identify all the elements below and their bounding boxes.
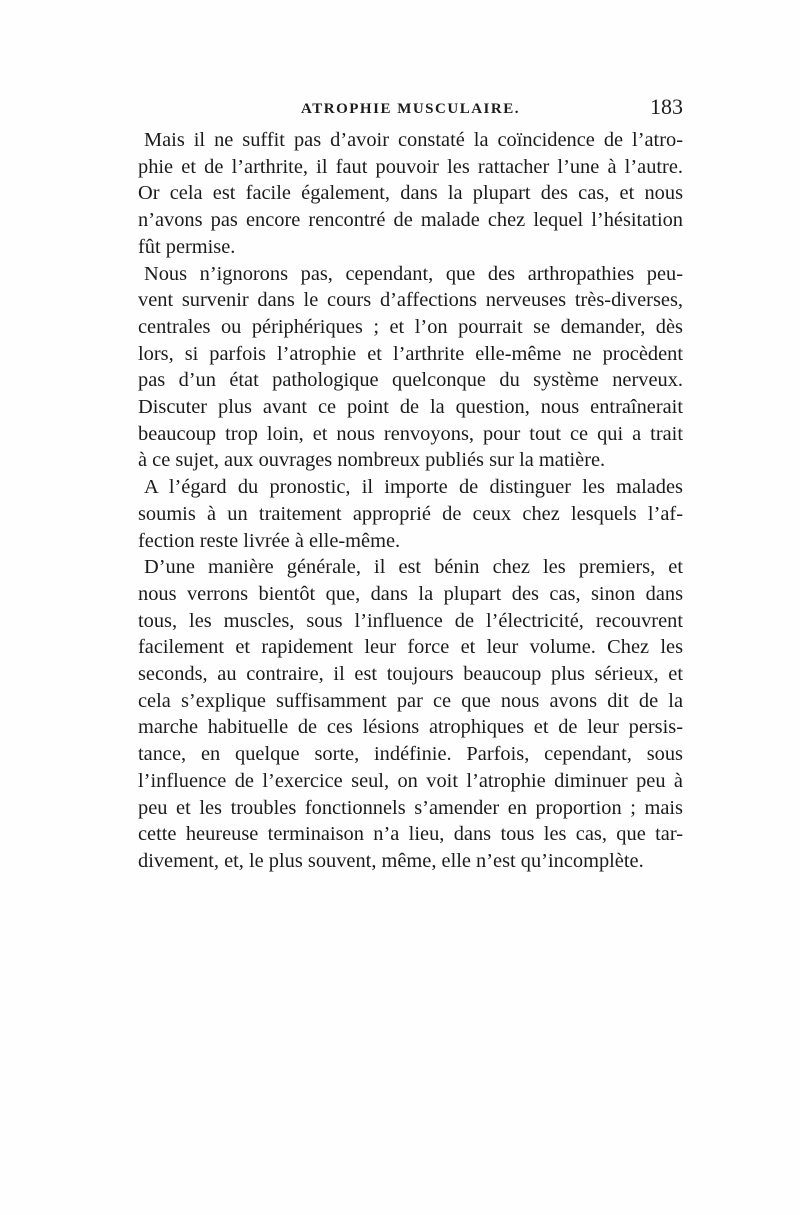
paragraph-3 [138, 474, 683, 554]
text-line: vent survenir dans le cours d’affections nerveuses très-diverses, [138, 289, 683, 312]
text-line: cela s’explique suffisamment par ce que nous avons dit de la [138, 689, 683, 712]
text-line: peu et les troubles fonctionnels s’amender en proportion ; mais [138, 796, 683, 819]
paragraph-2 [138, 261, 683, 475]
text-line: l’influence de l’exercice seul, on voit l’atrophie diminuer peu à [138, 769, 683, 792]
text-line: soumis à un traitement approprié de ceux chez lesquels l’af- [138, 502, 683, 525]
text-line: n’avons pas encore rencontré de malade chez lequel l’hésitation [138, 209, 683, 232]
text-line: A l’égard du pronostic, il importe de distinguer les malades [144, 476, 683, 499]
running-title: ATROPHIE MUSCULAIRE. [301, 101, 520, 117]
text-line: seconds, au contraire, il est toujours beaucoup plus sérieux, et [138, 663, 683, 686]
text-line: lors, si parfois l’atrophie et l’arthrite elle-même ne procèdent [138, 342, 683, 365]
text-line: nous verrons bientôt que, dans la plupart des cas, sinon dans [138, 582, 683, 605]
text-line: Or cela est facile également, dans la plupart des cas, et nous [138, 182, 683, 205]
text-line: facilement et rapidement leur force et leur volume. Chez les [138, 636, 683, 659]
text-line: Nous n’ignorons pas, cependant, que des arthropathies peu- [144, 262, 683, 285]
running-head [138, 96, 683, 122]
text-line: tous, les muscles, sous l’influence de l’électricité, recouvrent [138, 609, 683, 632]
text-line: Discuter plus avant ce point de la question, nous entraînerait [138, 396, 683, 419]
text-line: Mais il ne suffit pas d’avoir constaté la coïncidence de l’atro- [144, 129, 683, 151]
text-line: marche habituelle de ces lésions atrophiques et de leur persis- [138, 716, 683, 739]
text-line: D’une manière générale, il est bénin chez les premiers, et [144, 556, 683, 579]
text-line: divement, et, le plus souvent, même, elle n’est qu’incomplète. [138, 849, 644, 872]
text-line: fection reste livrée à elle-même. [138, 529, 401, 552]
text-line: beaucoup trop loin, et nous renvoyons, pour tout ce qui a trait [138, 422, 683, 445]
body-text [138, 127, 683, 875]
text-line: phie et de l’arthrite, il faut pouvoir les rattacher l’une à l’autre. [138, 155, 683, 178]
text-line: centrales ou périphériques ; et l’on pourrait se demander, dès [138, 315, 683, 338]
text-line: à ce sujet, aux ouvrages nombreux publiés sur la matière. [138, 449, 606, 472]
text-line: fût permise. [138, 235, 236, 258]
text-line: pas d’un état pathologique quelconque du système nerveux. [138, 369, 683, 392]
paragraph-4 [138, 554, 683, 874]
text-line: cette heureuse terminaison n’a lieu, dans tous les cas, que tar- [138, 823, 683, 846]
page-number: 183 [650, 94, 683, 119]
text-line: tance, en quelque sorte, indéfinie. Parfois, cependant, sous [138, 743, 683, 766]
paragraph-1 [138, 127, 683, 261]
